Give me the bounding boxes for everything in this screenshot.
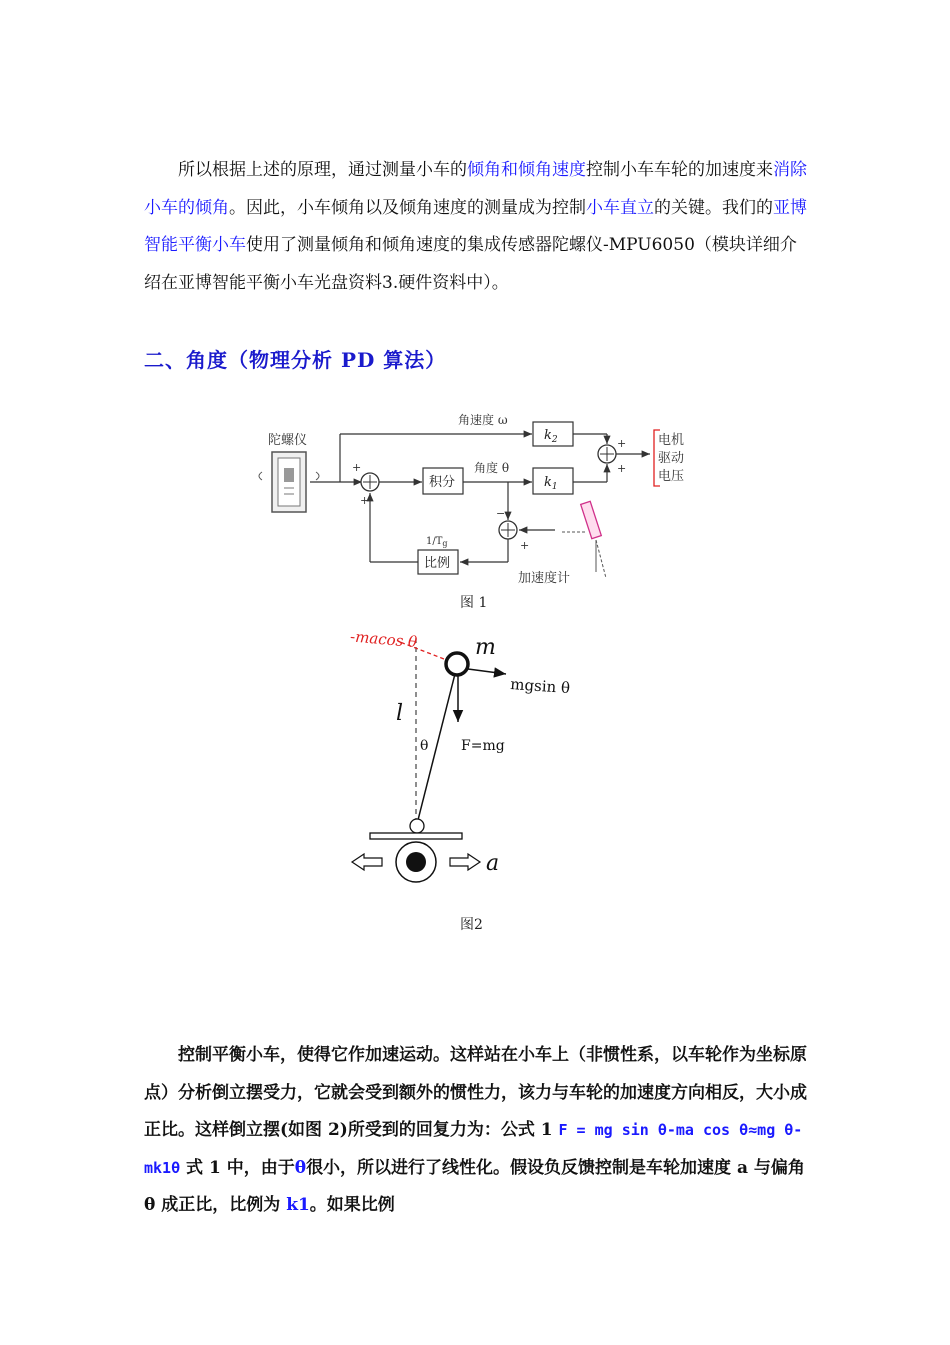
pivot-joint (410, 819, 424, 833)
figure1-caption: 图 1 (460, 595, 488, 611)
summing-junction-3 (499, 521, 517, 539)
text-run: 的关键。我们的 (654, 197, 773, 218)
k1-subscript: 1 (551, 482, 558, 492)
angle-label: 角度 θ (474, 461, 510, 475)
k2-subscript: 2 (551, 435, 558, 445)
section-heading: 二、角度（物理分析 PD 算法） (144, 348, 447, 372)
plus-sign: + (617, 437, 627, 450)
proportion-block (418, 550, 458, 574)
highlight-tilt-and-rate: 倾角和倾角速度 (467, 160, 586, 180)
acceleration-label: a (486, 851, 500, 876)
k1-label: k (544, 475, 552, 490)
text-run: 控制小车车轮的加速度来 (586, 160, 773, 180)
figure2-caption: 图2 (460, 917, 483, 933)
motor-label-1: 电机 (658, 433, 685, 448)
highlight-eliminate-tilt: 消除小车的倾角 (144, 160, 807, 218)
left-arrow-icon (352, 854, 382, 870)
minus-sign: − (496, 507, 506, 520)
cart-platform (370, 833, 462, 839)
accelerometer-icon (562, 501, 606, 578)
integral-block (423, 468, 463, 494)
right-arrow-icon (450, 854, 480, 870)
figure2-pendulum-diagram (340, 622, 620, 894)
time-constant-label: 1/T (426, 536, 443, 547)
summing-junction-1 (361, 473, 379, 491)
mass-label: m (475, 635, 496, 660)
accelerometer-label: 加速度计 (518, 571, 571, 586)
plus-sign: + (520, 539, 530, 552)
length-label: l (396, 701, 404, 726)
k2-block (533, 422, 573, 446)
summing-junction-2 (598, 445, 616, 463)
formula-1: F = mg sin θ-ma cos θ≈mg θ-mk1θ (144, 1121, 803, 1177)
plus-sign: + (352, 461, 362, 474)
text-run: 。如果比例 (309, 1195, 395, 1215)
text-run: 使用了测量倾角和倾角速度的集成传感器陀螺仪-MPU6050（模块详细介绍在亚博智能平衡小车光盘资料3.硬件资料中）。 (144, 235, 797, 293)
k1-block (533, 468, 573, 494)
highlight-product-name: 亚博智能平衡小车 (144, 197, 807, 255)
text-run: 很小，所以进行了线性化。假设负反馈控制是车轮加速度 a 与偏角 θ 成正比，比例为 (144, 1157, 805, 1215)
proportion-label: 比例 (424, 556, 451, 571)
plus-sign: + (360, 494, 370, 507)
text-run: 式 1 中，由于 (180, 1157, 295, 1178)
gyro-label: 陀螺仪 (268, 433, 308, 448)
highlight-upright: 小车直立 (586, 197, 654, 218)
text-run: 控制平衡小车，使得它作加速运动。这样站在小车上（非惯性系，以车轮作为坐标原点）分析倒立摆受力，它就会受到额外的惯性力，该力与车轮的加速度方向相反，大小成正比。这样倒立摆(如图 2)所受到的回复力为：公式 1 (144, 1045, 807, 1140)
text-run: 所以根据上述的原理，通过测量小车的 (178, 160, 467, 180)
motor-label-3: 电压 (658, 469, 685, 484)
pendulum-mass (446, 653, 468, 675)
figure1-block-diagram (250, 402, 700, 592)
fmg-label: F=mg (461, 738, 505, 754)
k2-label: k (544, 428, 552, 443)
mgsin-label: mgsin θ (509, 675, 571, 698)
theta-label: θ (420, 738, 429, 754)
intro-paragraph (144, 152, 810, 302)
macos-label: -macos θ (349, 627, 418, 652)
angular-velocity-label: 角速度 ω (458, 413, 508, 427)
k1-symbol: k1 (286, 1195, 310, 1215)
integral-label: 积分 (429, 475, 456, 490)
theta-symbol: θ (294, 1157, 307, 1178)
wheel-icon (396, 842, 436, 882)
text-run: 。因此，小车倾角以及倾角速度的测量成为控制 (229, 197, 586, 218)
time-constant-subscript: g (442, 539, 448, 548)
analysis-paragraph (144, 1037, 810, 1225)
motor-label-2: 驱动 (658, 451, 685, 466)
svg-text:1/Tg (426, 536, 448, 548)
plus-sign: + (617, 462, 627, 475)
